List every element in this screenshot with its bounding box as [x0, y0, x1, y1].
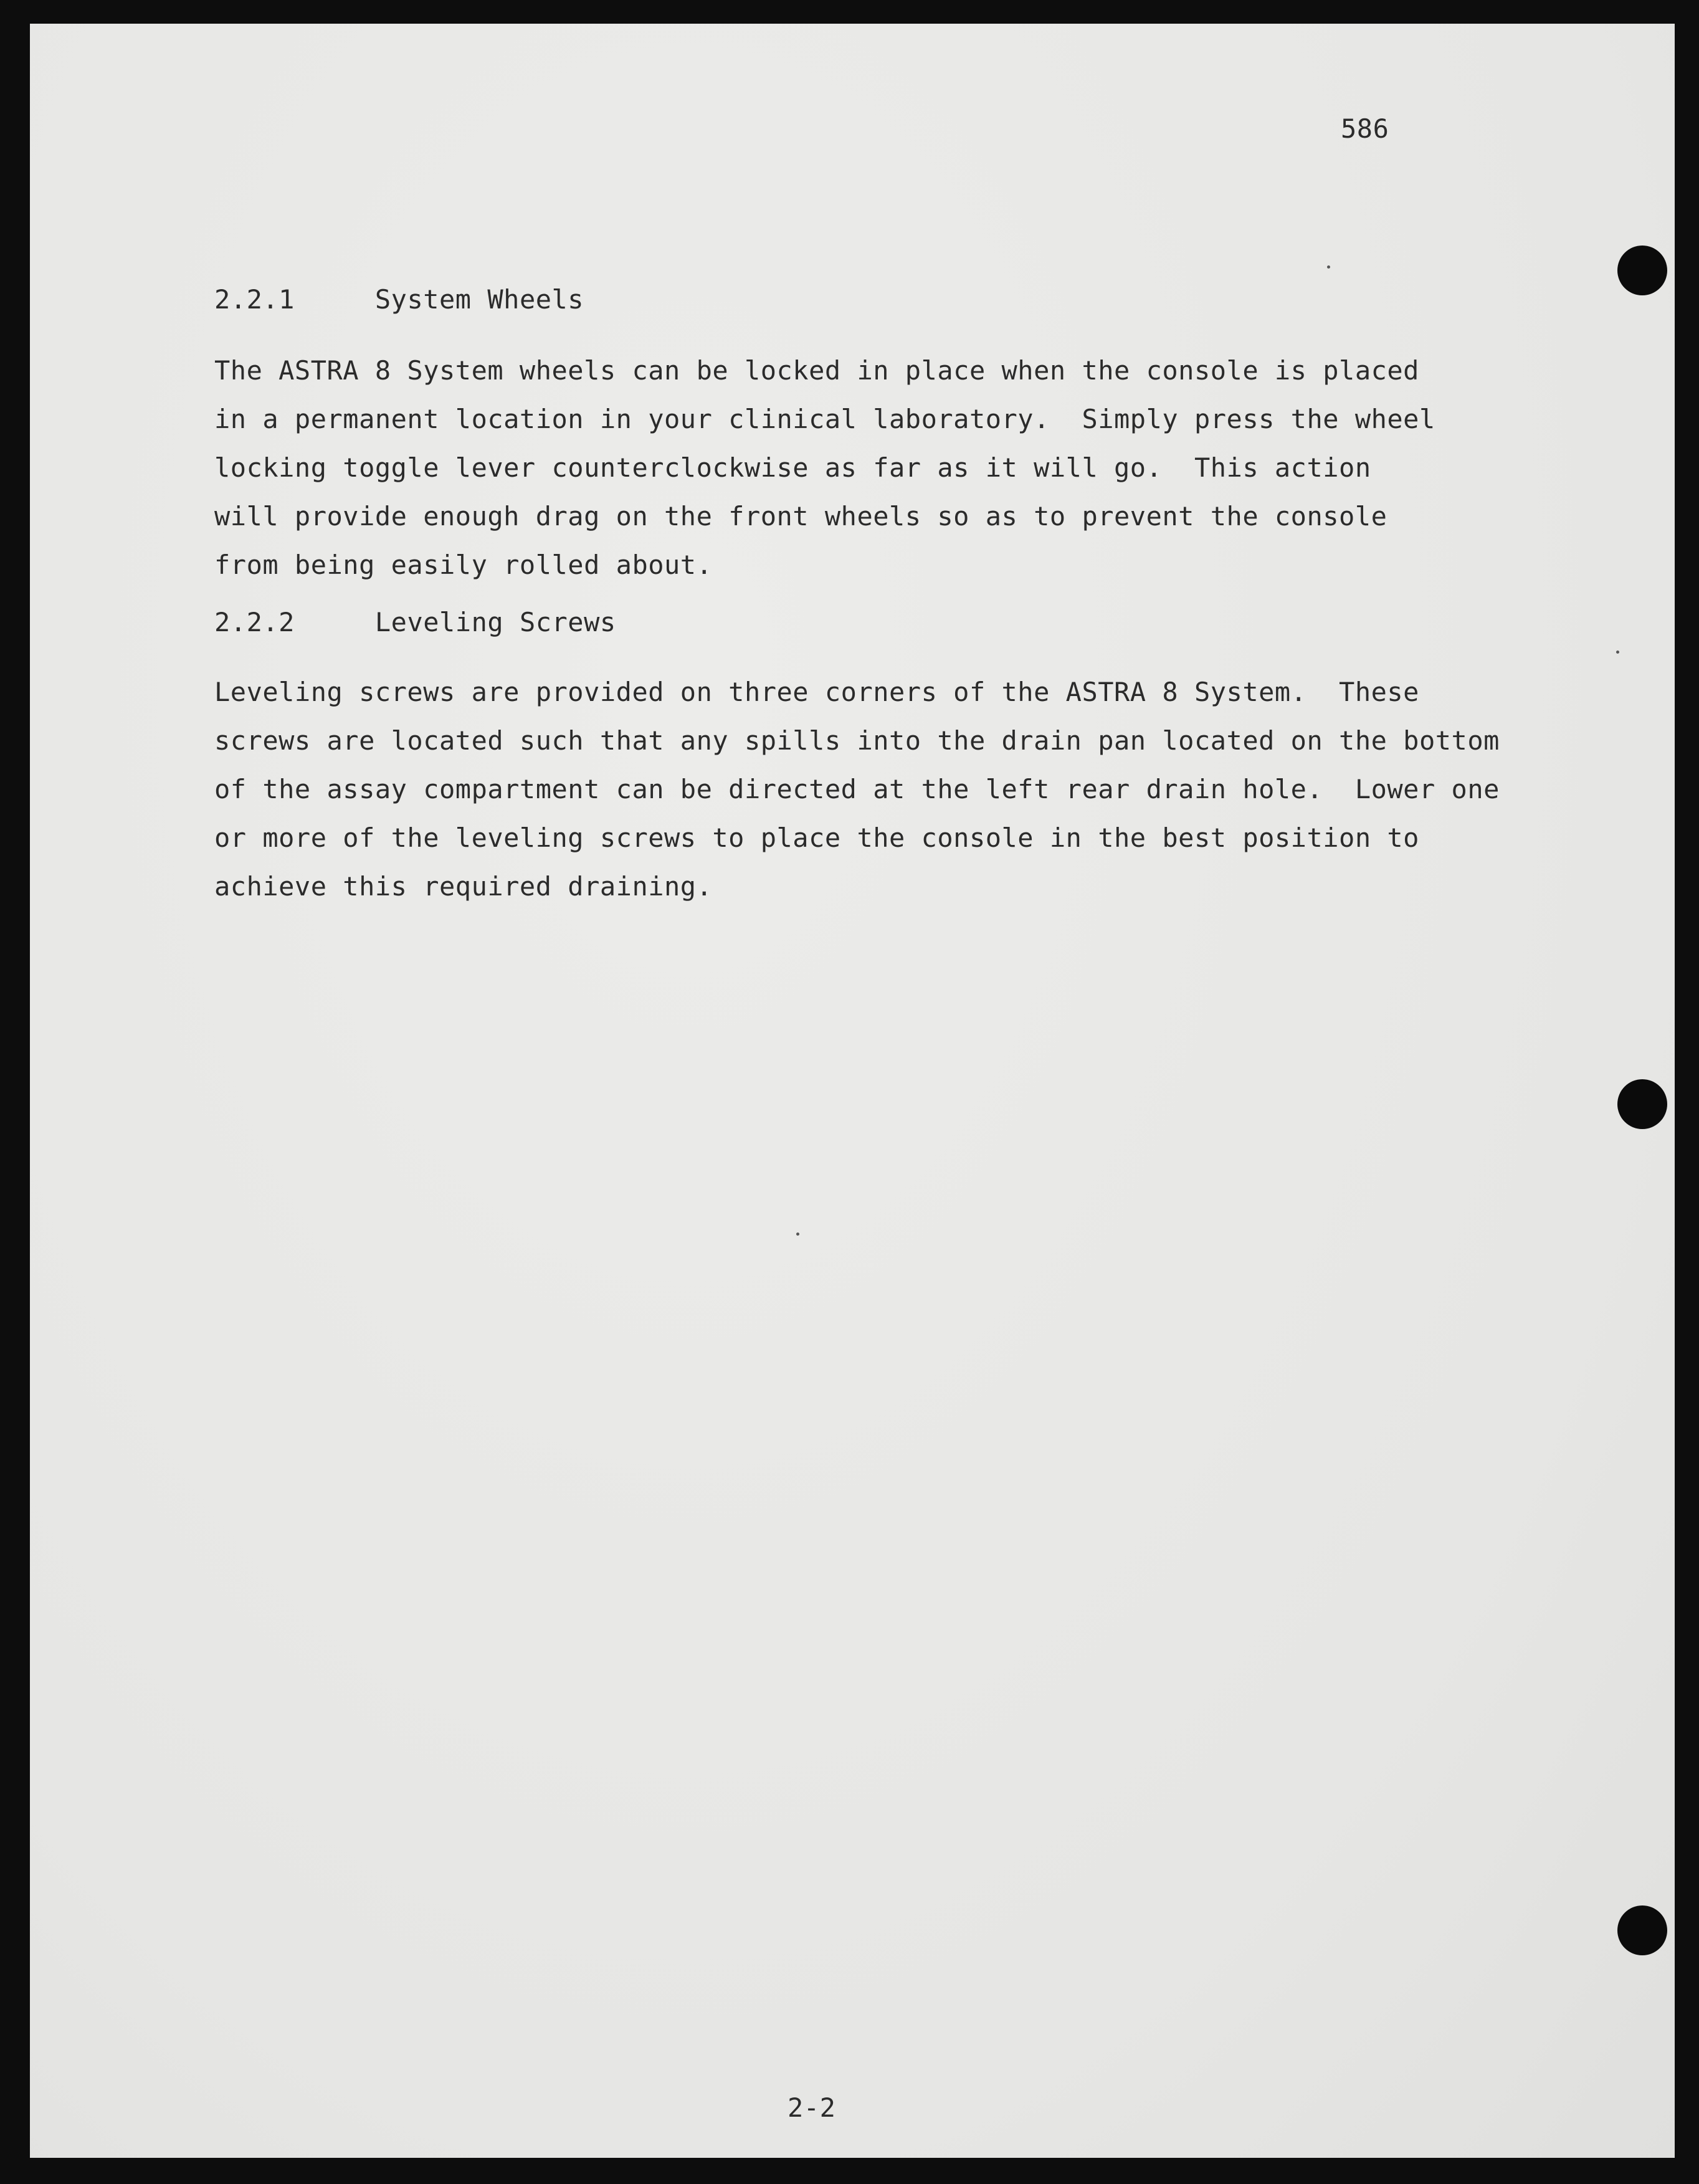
- text-line: or more of the leveling screws to place the console in the best position to: [214, 823, 1419, 853]
- section-title: System Wheels: [374, 284, 584, 315]
- text-line: The ASTRA 8 System wheels can be locked in place when the console is placed: [214, 355, 1419, 386]
- paper-speck: [1327, 265, 1330, 269]
- section-title: Leveling Screws: [374, 607, 616, 637]
- text-line: of the assay compartment can be directed at the left rear drain hole. Lower one: [214, 774, 1500, 804]
- paragraph-leveling-screws: [214, 668, 1500, 911]
- text-line: will provide enough drag on the front wheels so as to prevent the console: [214, 501, 1387, 532]
- page-number: 586: [1341, 113, 1389, 144]
- footer-page-label: 2-2: [788, 2092, 836, 2123]
- section-heading-leveling-screws: [214, 607, 616, 637]
- paper-speck: [1616, 651, 1619, 654]
- section-heading-system-wheels: [214, 284, 584, 315]
- binder-hole-middle: [1617, 1079, 1667, 1129]
- paragraph-system-wheels: [214, 346, 1435, 589]
- text-line: from being easily rolled about.: [214, 550, 713, 580]
- binder-hole-bottom: [1617, 1905, 1667, 1955]
- section-number: 2.2.1: [214, 284, 295, 315]
- text-line: in a permanent location in your clinical laboratory. Simply press the wheel: [214, 404, 1435, 434]
- section-number: 2.2.2: [214, 607, 295, 637]
- text-line: screws are located such that any spills into the drain pan located on the bottom: [214, 725, 1500, 756]
- paper-sheet: [30, 24, 1675, 2158]
- binder-hole-top: [1617, 246, 1667, 295]
- text-line: Leveling screws are provided on three corners of the ASTRA 8 System. These: [214, 677, 1419, 707]
- text-line: achieve this required draining.: [214, 871, 713, 902]
- text-line: locking toggle lever counterclockwise as far as it will go. This action: [214, 452, 1371, 483]
- paper-speck: [796, 1233, 799, 1236]
